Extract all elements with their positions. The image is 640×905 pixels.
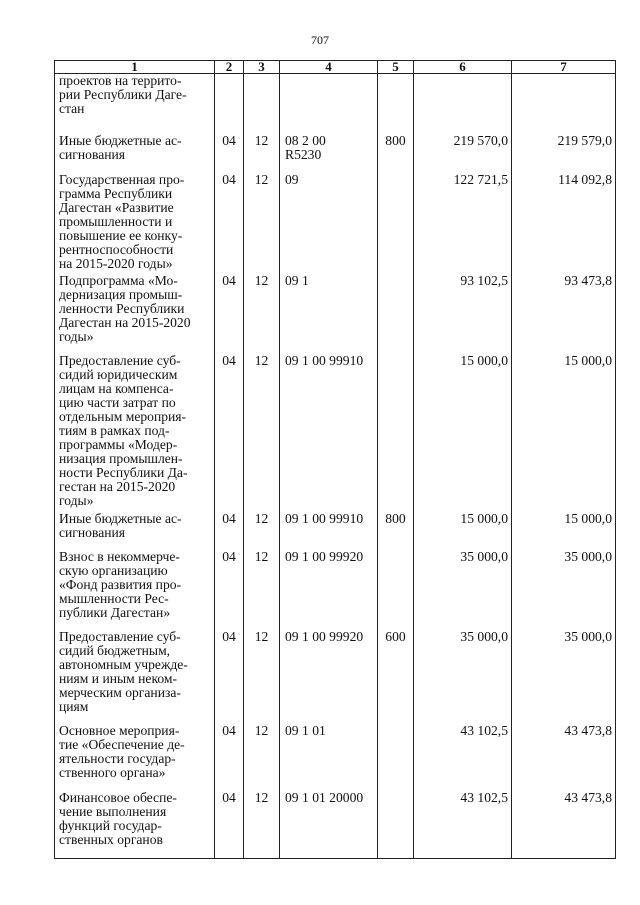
cell-target-code: 09 1 00 99920 <box>280 550 378 630</box>
cell-subsection: 12 <box>244 173 280 274</box>
cell-amount-6: 35 000,0 <box>414 550 512 630</box>
cell-target-code: 09 1 01 20000 <box>280 791 378 859</box>
cell-section: 04 <box>215 724 244 791</box>
cell-subsection <box>244 74 280 134</box>
table-row <box>55 134 616 173</box>
cell-amount-7: 35 000,0 <box>512 630 616 724</box>
cell-amount-7: 114 092,8 <box>512 173 616 274</box>
cell-amount-7: 15 000,0 <box>512 354 616 512</box>
cell-subsection: 12 <box>244 274 280 354</box>
cell-subsection: 12 <box>244 630 280 724</box>
cell-expense-type <box>378 74 414 134</box>
cell-subsection: 12 <box>244 512 280 550</box>
column-header: 4 <box>280 61 378 74</box>
cell-target-code: 09 1 00 99910 <box>280 512 378 550</box>
cell-expense-type: 800 <box>378 512 414 550</box>
row-name: Предоставление суб- сидий юридическим лицам на компенса- цию части затрат по отдельным мероприя- тиям в рамках под- программы «Модер- низация промышлен- ности Республики Да- гестан на 2015-2020 годы» <box>55 354 215 512</box>
cell-target-code <box>280 74 378 134</box>
cell-expense-type <box>378 274 414 354</box>
cell-amount-7: 15 000,0 <box>512 512 616 550</box>
row-name: Предоставление суб- сидий бюджетным, автономным учрежде- ниям и иным неком- мерческим организа- циям <box>55 630 215 724</box>
cell-subsection: 12 <box>244 550 280 630</box>
cell-amount-7: 93 473,8 <box>512 274 616 354</box>
row-name: проектов на террито- рии Республики Даге- стан <box>55 74 215 134</box>
row-name: Финансовое обеспе- чение выполнения функций государ- ственных органов <box>55 791 215 859</box>
cell-target-code: 09 1 00 99920 <box>280 630 378 724</box>
cell-subsection: 12 <box>244 134 280 173</box>
cell-subsection: 12 <box>244 791 280 859</box>
table-row <box>55 173 616 274</box>
column-header: 2 <box>215 61 244 74</box>
cell-target-code: 09 1 <box>280 274 378 354</box>
cell-amount-7 <box>512 74 616 134</box>
table-row <box>55 550 616 630</box>
column-header: 5 <box>378 61 414 74</box>
column-header-row <box>55 61 616 74</box>
cell-section: 04 <box>215 173 244 274</box>
cell-amount-6: 93 102,5 <box>414 274 512 354</box>
cell-amount-7: 35 000,0 <box>512 550 616 630</box>
cell-expense-type <box>378 724 414 791</box>
cell-amount-7: 43 473,8 <box>512 791 616 859</box>
cell-section: 04 <box>215 550 244 630</box>
cell-amount-6: 15 000,0 <box>414 512 512 550</box>
cell-expense-type: 600 <box>378 630 414 724</box>
row-name: Иные бюджетные ас- сигнования <box>55 134 215 173</box>
column-header: 3 <box>244 61 280 74</box>
table-row <box>55 354 616 512</box>
cell-target-code: 09 1 01 <box>280 724 378 791</box>
cell-amount-6 <box>414 74 512 134</box>
table-row <box>55 74 616 134</box>
table-row <box>55 791 616 859</box>
cell-amount-7: 219 579,0 <box>512 134 616 173</box>
budget-table <box>54 60 616 859</box>
row-name: Государственная про- грамма Республики Дагестан «Развитие промышленности и повышение ее конку- рентноспособности на 2015-2020 годы» <box>55 173 215 274</box>
cell-section: 04 <box>215 354 244 512</box>
cell-target-code: 09 <box>280 173 378 274</box>
cell-amount-7: 43 473,8 <box>512 724 616 791</box>
row-name: Подпрограмма «Мо- дернизация промыш- ленности Республики Дагестан на 2015-2020 годы» <box>55 274 215 354</box>
row-name: Иные бюджетные ас- сигнования <box>55 512 215 550</box>
page-number: 707 <box>311 33 329 47</box>
table-row <box>55 724 616 791</box>
row-name: Взнос в некоммерче- скую организацию «Фонд развития про- мышленности Рес- публики Дагестан» <box>55 550 215 630</box>
cell-amount-6: 43 102,5 <box>414 724 512 791</box>
cell-target-code: 08 2 00 R5230 <box>280 134 378 173</box>
cell-expense-type <box>378 354 414 512</box>
column-header: 7 <box>512 61 616 74</box>
column-header: 6 <box>414 61 512 74</box>
cell-section: 04 <box>215 512 244 550</box>
cell-section: 04 <box>215 630 244 724</box>
table-row <box>55 630 616 724</box>
cell-section <box>215 74 244 134</box>
cell-section: 04 <box>215 274 244 354</box>
cell-section: 04 <box>215 791 244 859</box>
cell-amount-6: 15 000,0 <box>414 354 512 512</box>
cell-expense-type <box>378 791 414 859</box>
table-row <box>55 274 616 354</box>
cell-expense-type <box>378 550 414 630</box>
cell-amount-6: 43 102,5 <box>414 791 512 859</box>
row-name: Основное мероприя- тие «Обеспечение де- ятельности государ- ственного органа» <box>55 724 215 791</box>
cell-target-code: 09 1 00 99910 <box>280 354 378 512</box>
cell-amount-6: 122 721,5 <box>414 173 512 274</box>
cell-subsection: 12 <box>244 354 280 512</box>
cell-expense-type <box>378 173 414 274</box>
cell-amount-6: 35 000,0 <box>414 630 512 724</box>
cell-amount-6: 219 570,0 <box>414 134 512 173</box>
cell-subsection: 12 <box>244 724 280 791</box>
cell-section: 04 <box>215 134 244 173</box>
table-row <box>55 512 616 550</box>
column-header: 1 <box>55 61 215 74</box>
cell-expense-type: 800 <box>378 134 414 173</box>
